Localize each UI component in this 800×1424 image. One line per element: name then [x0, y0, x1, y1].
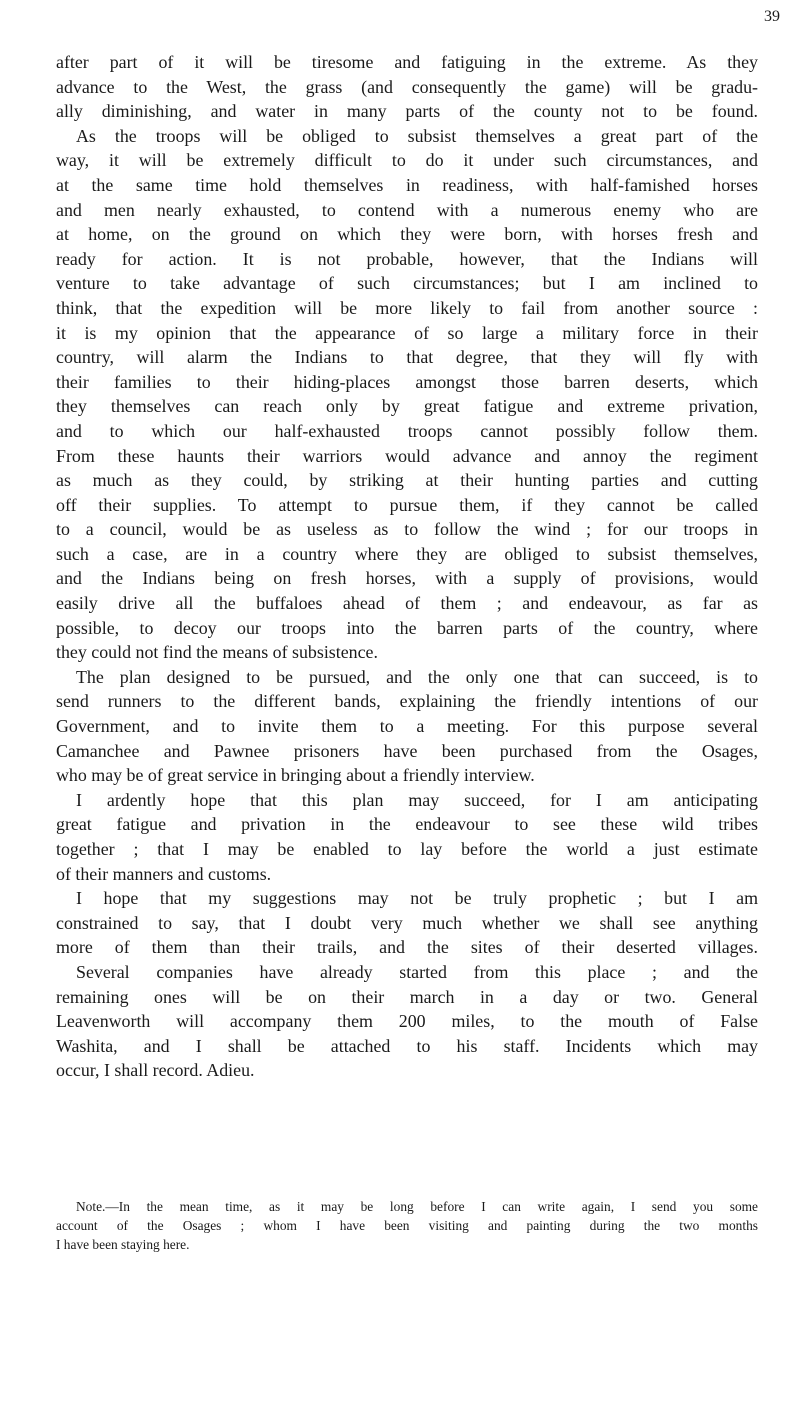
text-line: country, will alarm the Indians to that degree, that they will fly with [56, 347, 758, 368]
text-line: at home, on the ground on which they were born, with horses fresh and [56, 224, 758, 245]
text-line: From these haunts their warriors would advance and annoy the regiment [56, 445, 758, 466]
footnote [56, 1197, 758, 1254]
text-line: way, it will be extremely difficult to do it under such circumstances, and [56, 150, 758, 171]
text-line: it is my opinion that the appearance of so large a military force in their [56, 322, 758, 343]
text-line: Several companies have already started from this place ; and the [76, 961, 758, 982]
text-line: venture to take advantage of such circumstances; but I am inclined to [56, 273, 758, 294]
text-line: together ; that I may be enabled to lay before the world a just estimate [56, 839, 758, 859]
text-line: as much as they could, by striking at their hunting parties and cutting [56, 470, 758, 491]
text-line: they could not find the means of subsistence. [56, 642, 378, 663]
text-line: Government, and to invite them to a meeting. For this purpose several [56, 716, 758, 737]
text-line: possible, to decoy our troops into the barren parts of the country, where [56, 617, 758, 638]
text-line: such a case, are in a country where they are obliged to subsist themselves, [56, 543, 758, 564]
text-line: As the troops will be obliged to subsist themselves a great part of the [76, 125, 758, 146]
text-line: Washita, and I shall be attached to his staff. Incidents which may [56, 1035, 758, 1056]
text-line: I hope that my suggestions may not be truly prophetic ; but I am [76, 888, 758, 909]
text-line: who may be of great service in bringing about a friendly interview. [56, 765, 535, 786]
text-line: advance to the West, the grass (and consequently the game) will be gradu- [56, 76, 758, 97]
text-line: and to which our half-exhausted troops cannot possibly follow them. [56, 420, 758, 441]
text-line: of their manners and customs. [56, 863, 272, 884]
note-line: account of the Osages ; whom I have been visiting and painting during the two months [56, 1218, 758, 1233]
text-line: Camanchee and Pawnee prisoners have been purchased from the Osages, [56, 740, 758, 761]
text-line: at the same time hold themselves in readiness, with half-famished horses [56, 174, 758, 195]
note-line: I have been staying here. [56, 1237, 190, 1252]
text-line: send runners to the different bands, explaining the friendly intentions of our [56, 691, 758, 712]
text-line: easily drive all the buffaloes ahead of them ; and endeavour, as far as [56, 593, 758, 614]
text-line: to a council, would be as useless as to follow the wind ; for our troops in [56, 519, 758, 540]
text-line: after part of it will be tiresome and fatiguing in the extreme. As they [56, 52, 758, 72]
text-line: more of them than their trails, and the sites of their deserted villages. [56, 937, 758, 958]
text-line: Leavenworth will accompany them 200 miles, to the mouth of False [56, 1011, 758, 1032]
text-line: ready for action. It is not probable, however, that the Indians will [56, 248, 758, 269]
page-number: 39 [764, 8, 780, 25]
body-text [56, 50, 758, 1083]
note-line: Note.—In the mean time, as it may be long before I can write again, I send you some [76, 1199, 758, 1214]
text-line: think, that the expedition will be more likely to fail from another source : [56, 297, 758, 318]
text-line: their families to their hiding-places amongst those barren deserts, which [56, 371, 758, 392]
text-line: great fatigue and privation in the endeavour to see these wild tribes [56, 814, 758, 835]
text-line: The plan designed to be pursued, and the only one that can succeed, is to [76, 666, 758, 687]
text-line: they themselves can reach only by great fatigue and extreme privation, [56, 396, 758, 417]
text-line: and the Indians being on fresh horses, with a supply of provisions, would [56, 568, 758, 589]
text-line: I ardently hope that this plan may succeed, for I am anticipating [76, 789, 758, 810]
text-line: constrained to say, that I doubt very much whether we shall see anything [56, 912, 758, 933]
text-line: occur, I shall record. Adieu. [56, 1060, 255, 1081]
text-line: and men nearly exhausted, to contend with a numerous enemy who are [56, 199, 758, 220]
text-line: remaining ones will be on their march in a day or two. General [56, 986, 758, 1007]
text-line: off their supplies. To attempt to pursue them, if they cannot be called [56, 494, 758, 515]
text-line: ally diminishing, and water in many parts of the county not to be found. [56, 101, 758, 122]
